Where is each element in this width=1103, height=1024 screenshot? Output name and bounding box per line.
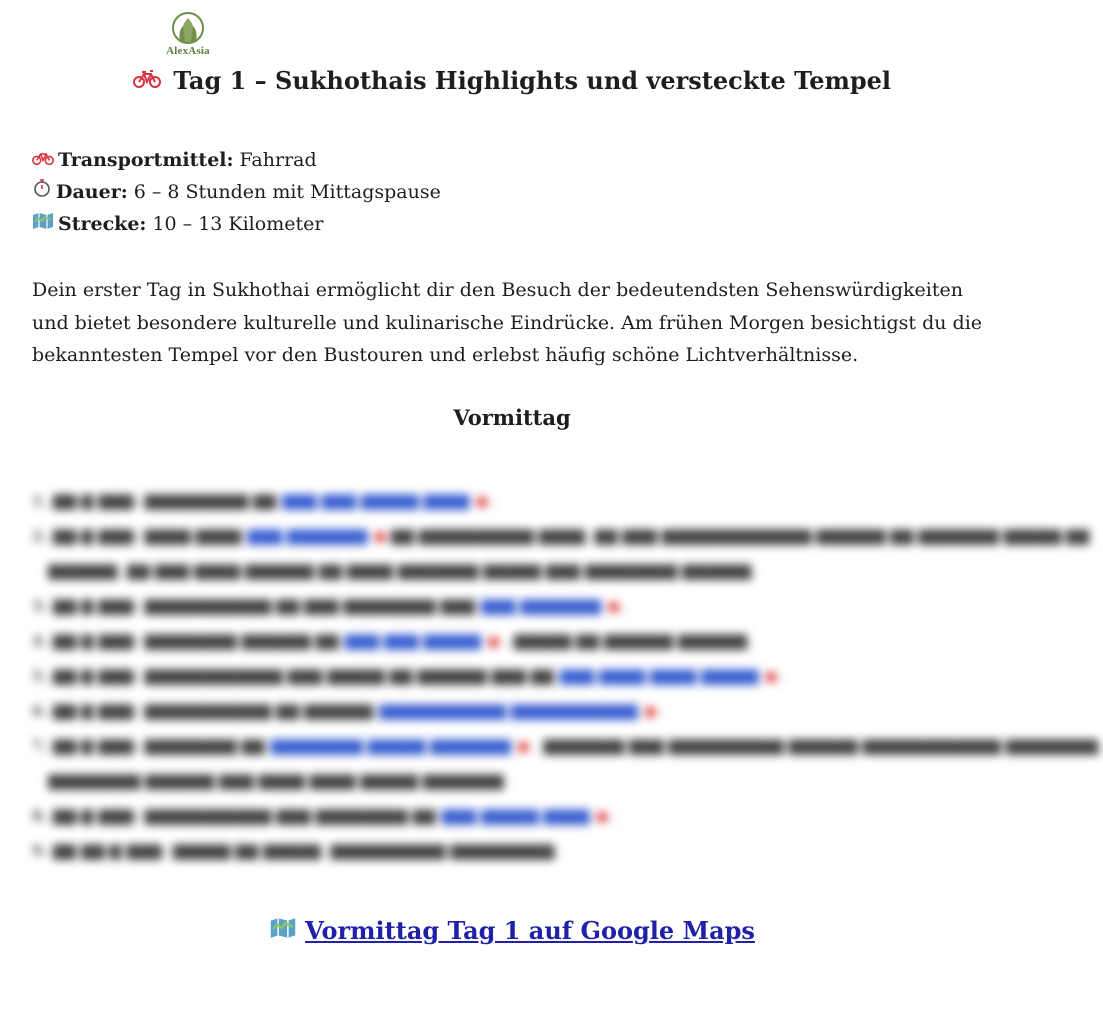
map-pin-icon: ● [373,527,387,545]
meta-duration [32,176,441,208]
bicycle-icon [133,66,161,95]
logo [160,12,216,57]
bicycle-icon [32,144,54,176]
map-icon [269,916,297,945]
map-pin-icon: ● [595,807,609,825]
logo-label: AlexAsia [166,45,210,57]
blurred-itinerary [32,484,1103,869]
meta-distance-value: 10 – 13 Kilometer [152,213,324,235]
blurred-line: 9. ▇▇ ▇▇:▇ ▇▇▇: ▇▇▇▇▇ ▇▇ ▇▇▇▇▇. ▇▇▇▇▇▇▇▇▇▇ ▇▇▇▇▇▇▇▇▇. [32,842,559,860]
meta-duration-label: Dauer: [56,181,128,203]
blurred-line: ▇▇▇▇▇▇▇▇ ▇▇▇▇▇▇ ▇▇▇ ▇▇▇▇ ▇▇▇▇ ▇▇▇▇▇ ▇▇▇▇▇▇▇. [48,772,509,790]
map-icon [32,208,54,240]
intro-paragraph: Dein erster Tag in Sukhothai ermöglicht dir den Besuch der bedeutendsten Sehenswürdigkeiten und bietet besondere kulturelle und kulinarische Eindrücke. Am frühen Morgen besichtigst du die bekanntesten Tempel vor den Bustouren und erlebst häufig schöne Lichtverhältnisse. [32,279,983,366]
map-pin-icon: ● [607,597,621,615]
stopwatch-icon [32,176,52,208]
meta-distance-label: Strecke: [58,213,147,235]
blurred-line: ▇▇▇▇▇▇. ▇▇ ▇▇▇ ▇▇▇▇ ▇▇▇▇▇▇ ▇▇ ▇▇▇▇ ▇▇▇▇▇▇▇ ▇▇▇▇▇ ▇▇▇ ▇▇▇▇▇▇▇▇ ▇▇▇▇▇▇. [48,562,756,580]
blurred-line: 8. ▇▇:▇ ▇▇▇: ▇▇▇▇▇▇▇▇▇▇▇ ▇▇▇ ▇▇▇▇▇▇▇▇ ▇▇ ▇▇▇ ▇▇▇▇▇ ▇▇▇▇ ● . [32,799,992,834]
meta-duration-value: 6 – 8 Stunden mit Mittagspause [133,181,441,203]
trip-meta [32,144,441,240]
meta-transport-label: Transportmittel: [58,149,234,171]
blurred-line: 3. ▇▇:▇ ▇▇▇: ▇▇▇▇▇▇▇▇▇▇▇ ▇▇ ▇▇▇ ▇▇▇▇▇▇▇▇ ▇▇▇ ▇▇▇ ▇▇▇▇▇▇▇ ● . [32,589,992,624]
page-title [0,66,1024,95]
meta-distance [32,208,441,240]
blurred-line: 4. ▇▇:▇ ▇▇▇: ▇▇▇▇▇▇▇▇ ▇▇▇▇▇▇ ▇▇ ▇▇▇ ▇▇▇ ▇▇▇▇▇ ● . ▇▇▇▇▇ ▇▇ ▇▇▇▇▇▇ ▇▇▇▇▇▇. [32,624,992,659]
tree-icon [172,12,204,44]
blurred-line: 2. ▇▇:▇ ▇▇▇: ▇▇▇▇ ▇▇▇▇ ▇▇▇ ▇▇▇▇▇▇▇ ● ▇▇ ▇▇▇▇▇▇▇▇▇▇ ▇▇▇▇, ▇▇ ▇▇▇ ▇▇▇▇▇▇▇▇▇▇▇▇▇ ▇▇▇▇▇▇ ▇▇ ▇▇▇▇▇▇▇ ▇▇▇▇▇ ▇▇ [32,519,992,554]
map-pin-icon: ● [486,632,501,650]
blurred-line: 7. ▇▇:▇ ▇▇▇: ▇▇▇▇▇▇▇▇ ▇▇ ▇▇▇▇▇▇▇▇ ▇▇▇▇▇ ▇▇▇▇▇▇▇ ● . ▇▇▇▇▇▇▇ ▇▇▇ ▇▇▇▇▇▇▇▇▇▇ ▇▇▇▇▇▇ ▇▇▇▇▇▇▇▇▇▇▇▇ ▇▇▇▇▇▇▇▇, [32,729,992,764]
map-pin-icon: ● [643,702,657,720]
blurred-line: 5. ▇▇:▇ ▇▇▇: ▇▇▇▇▇▇▇▇▇▇▇▇ ▇▇▇ ▇▇▇▇▇ ▇▇ ▇▇▇▇▇▇ ▇▇▇ ▇▇ ▇▇▇ ▇▇▇▇ ▇▇▇▇ ▇▇▇▇▇ ● . [32,659,992,694]
meta-transport-value: Fahrrad [239,149,317,171]
page-title-text: Tag 1 – Sukhothais Highlights und versteckte Tempel [173,66,892,95]
map-pin-icon: ● [475,492,489,510]
google-maps-link[interactable]: Vormittag Tag 1 auf Google Maps [305,916,755,945]
map-pin-icon: ● [764,667,778,685]
meta-transport [32,144,441,176]
google-maps-link-row [0,916,1024,945]
blurred-line: 6. ▇▇:▇ ▇▇▇: ▇▇▇▇▇▇▇▇▇▇▇ ▇▇ ▇▇▇▇▇▇ ▇▇▇▇▇▇▇▇▇▇▇ ▇▇▇▇▇▇▇▇▇▇▇ ● . [32,694,992,729]
section-heading: Vormittag [453,405,571,430]
blurred-line: 1. ▇▇:▇ ▇▇▇: ▇▇▇▇▇▇▇▇▇ ▇▇ ▇▇▇ ▇▇▇ ▇▇▇▇▇ ▇▇▇▇ ● . [32,484,992,519]
map-pin-icon: ● [516,737,530,755]
